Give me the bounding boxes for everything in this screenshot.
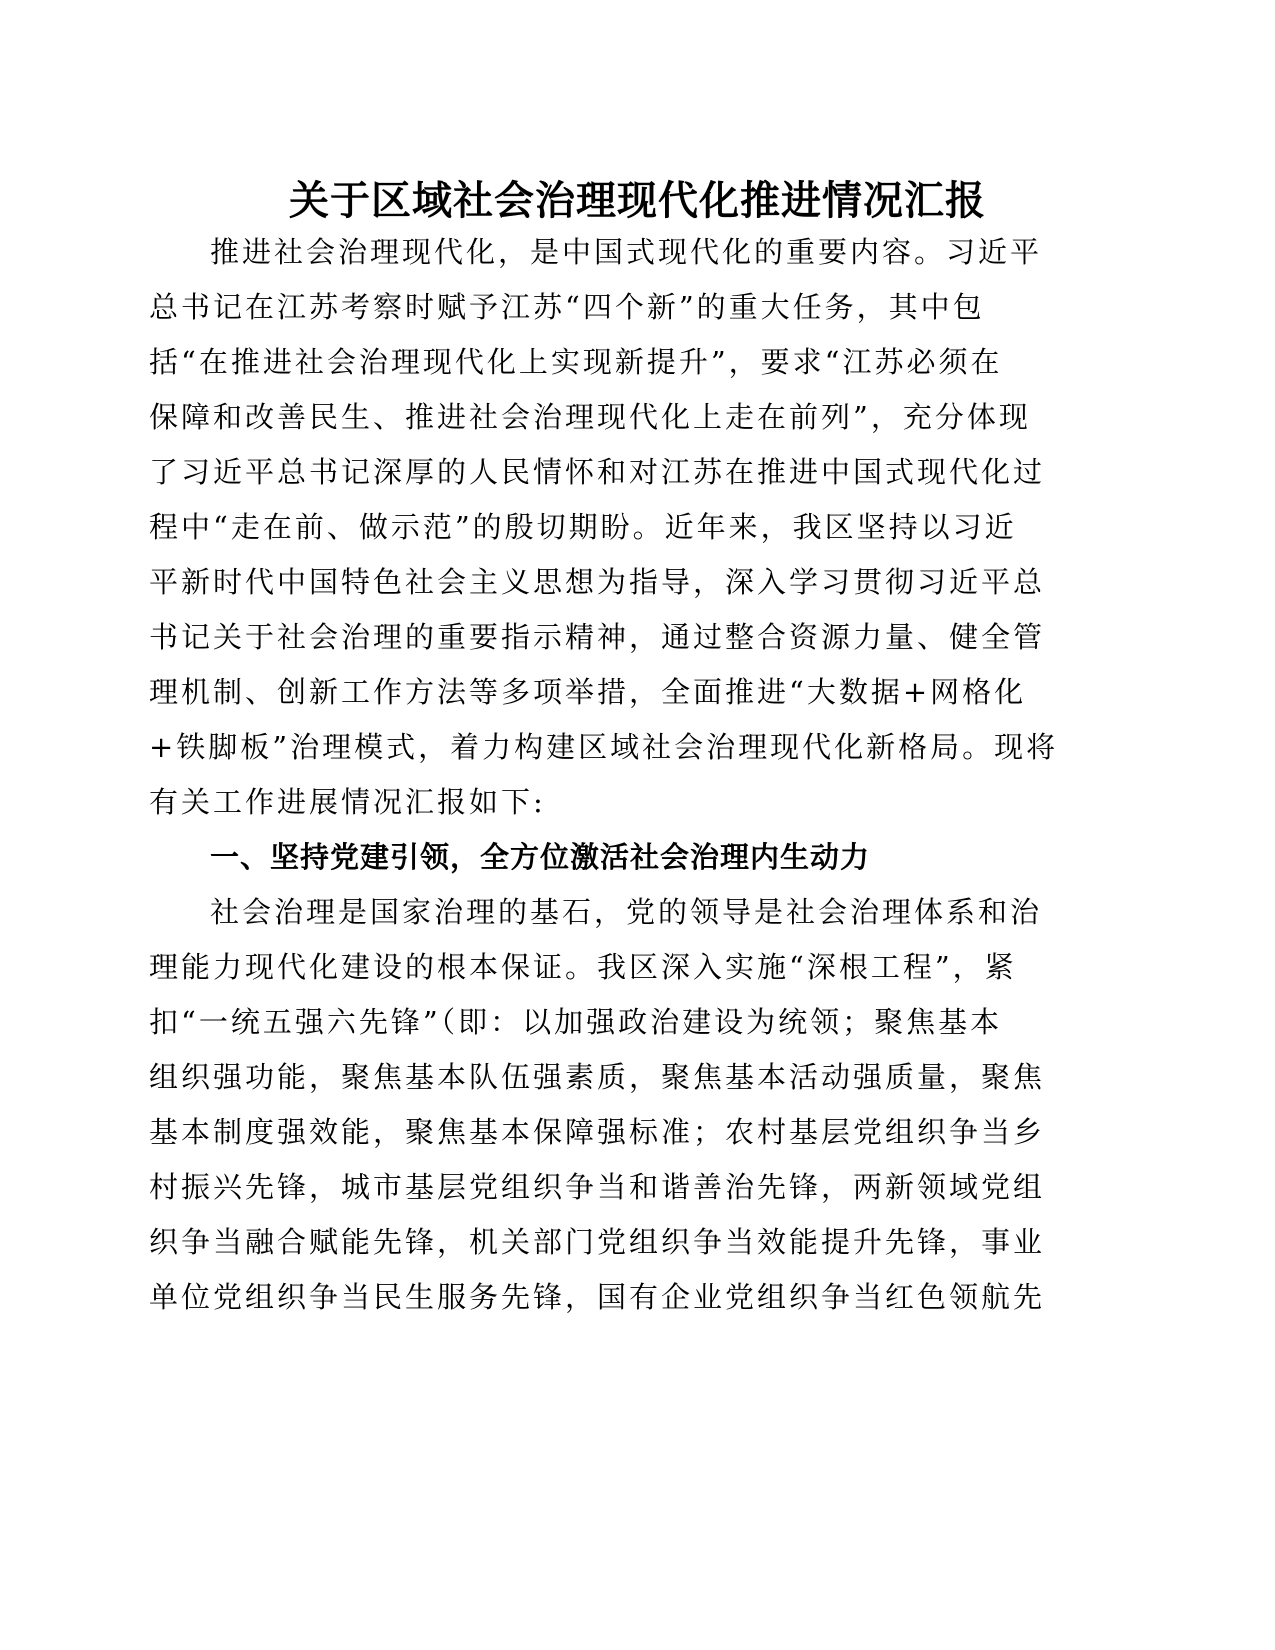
paragraph-line-5: 了习近平总书记深厚的人民情怀和对江苏在推进中国式现代化过 — [149, 455, 1046, 489]
paragraph-line-13: 理能力现代化建设的根本保证。我区深入实施“深根工程”，紧 — [149, 950, 1017, 984]
paragraph-line-2: 总书记在江苏考察时赋予江苏“四个新”的重大任务，其中包 — [149, 290, 985, 324]
paragraph-line-3: 括“在推进社会治理现代化上实现新提升”，要求“江苏必须在 — [149, 345, 1003, 379]
paragraph-line-7: 平新时代中国特色社会主义思想为指导，深入学习贯彻习近平总 — [149, 565, 1046, 599]
paragraph-line-1: 推进社会治理现代化，是中国式现代化的重要内容。习近平 — [210, 235, 1043, 269]
paragraph-line-4: 保障和改善民生、推进社会治理现代化上走在前列”，充分体现 — [149, 400, 1031, 434]
paragraph-line-12: 社会治理是国家治理的基石，党的领导是社会治理体系和治 — [210, 895, 1043, 929]
paragraph-line-17: 村振兴先锋，城市基层党组织争当和谐善治先锋，两新领域党组 — [149, 1170, 1046, 1204]
document-title: 关于区域社会治理现代化推进情况汇报 — [289, 177, 986, 224]
section-heading: 一、坚持党建引领，全方位激活社会治理内生动力 — [210, 840, 871, 874]
paragraph-line-8: 书记关于社会治理的重要指示精神，通过整合资源力量、健全管 — [149, 620, 1046, 654]
paragraph-line-11: 有关工作进展情况汇报如下: — [149, 785, 546, 819]
paragraph-line-18: 织争当融合赋能先锋，机关部门党组织争当效能提升先锋，事业 — [149, 1225, 1046, 1259]
paragraph-line-19: 单位党组织争当民生服务先锋，国有企业党组织争当红色领航先 — [149, 1280, 1046, 1314]
paragraph-line-6: 程中“走在前、做示范”的殷切期盼。近年来，我区坚持以习近 — [149, 510, 1017, 544]
paragraph-line-14: 扣“一统五强六先锋”（即：以加强政治建设为统领；聚焦基本 — [149, 1005, 1003, 1039]
paragraph-line-9: 理机制、创新工作方法等多项举措，全面推进“大数据+网格化 — [149, 675, 1027, 709]
paragraph-line-16: 基本制度强效能，聚焦基本保障强标准；农村基层党组织争当乡 — [149, 1115, 1046, 1149]
paragraph-line-10: +铁脚板”治理模式，着力构建区域社会治理现代化新格局。现将 — [149, 730, 1059, 764]
paragraph-line-15: 组织强功能，聚焦基本队伍强素质，聚焦基本活动强质量，聚焦 — [149, 1060, 1046, 1094]
